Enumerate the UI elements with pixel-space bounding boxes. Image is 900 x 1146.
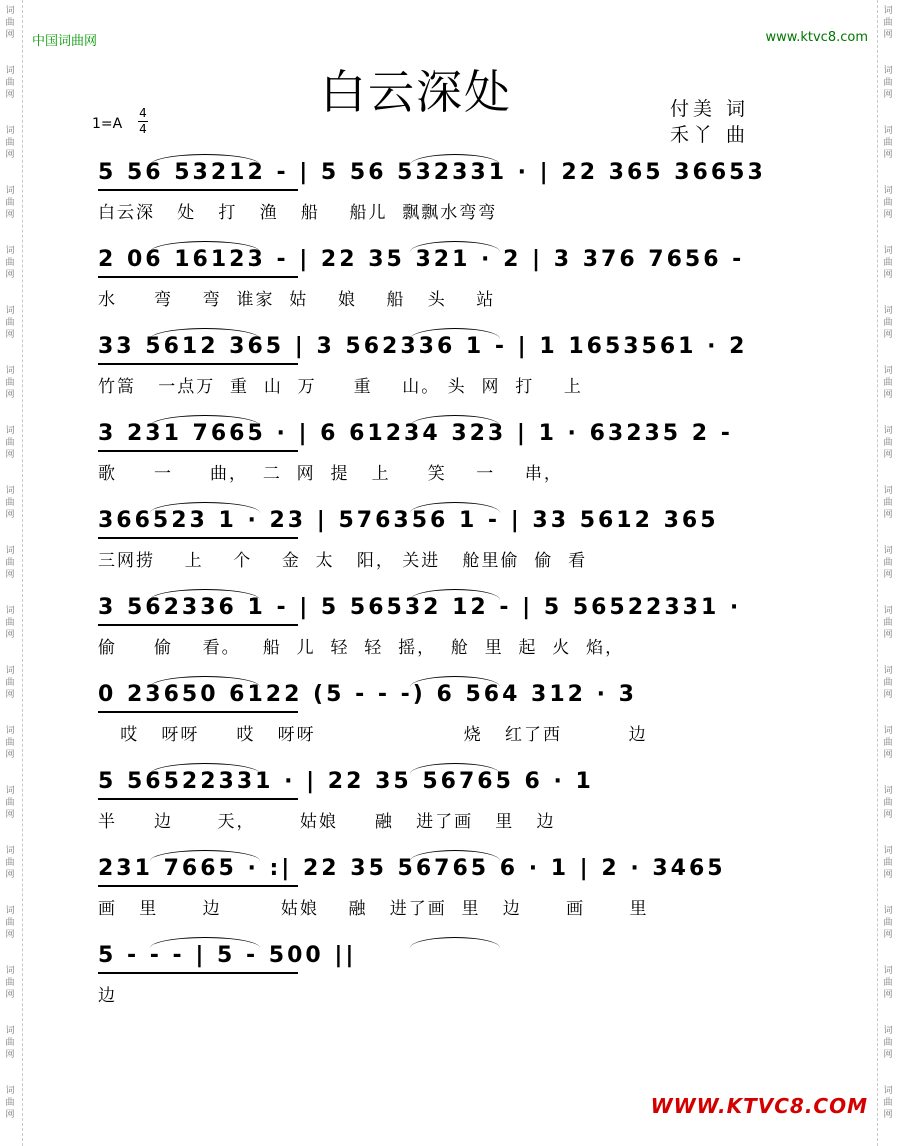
watermark-glyph: 词	[5, 6, 15, 16]
watermark-glyph: 网	[883, 690, 893, 700]
slur-mark	[150, 241, 260, 252]
watermark-glyph: 曲	[5, 258, 15, 268]
watermark-glyph: 词	[883, 1026, 893, 1036]
beam-underline	[98, 450, 298, 452]
beam-underline	[98, 189, 298, 191]
beam-underline	[98, 276, 298, 278]
watermark-glyph: 词	[5, 66, 15, 76]
watermark-glyph: 网	[5, 210, 15, 220]
watermark-glyph: 曲	[883, 258, 893, 268]
watermark-glyph: 网	[883, 570, 893, 580]
watermark-glyph: 网	[5, 30, 15, 40]
watermark-glyph: 曲	[883, 438, 893, 448]
watermark-glyph: 曲	[5, 18, 15, 28]
beam-underline	[98, 537, 298, 539]
watermark-glyph: 曲	[5, 138, 15, 148]
watermark-glyph: 词	[883, 846, 893, 856]
lyric-line: 竹篙 一点万 重 山 万 重 山。 头 网 打 上	[98, 377, 583, 397]
watermark-glyph: 曲	[883, 318, 893, 328]
watermark-glyph: 曲	[883, 558, 893, 568]
slur-mark	[410, 850, 500, 861]
lyric-line: 水 弯 弯 谁家 姑 娘 船 头 站	[98, 290, 496, 310]
watermark-glyph: 词	[883, 6, 893, 16]
notation-line: 5 56522331 · | 22 35 56765 6 · 1	[98, 769, 594, 794]
watermark-glyph: 曲	[5, 858, 15, 868]
watermark-glyph: 曲	[883, 798, 893, 808]
watermark-glyph: 网	[5, 150, 15, 160]
watermark-glyph: 网	[883, 630, 893, 640]
watermark-glyph: 词	[5, 966, 15, 976]
watermark-glyph: 曲	[5, 738, 15, 748]
beam-underline	[98, 972, 298, 974]
watermark-glyph: 网	[883, 150, 893, 160]
slur-mark	[410, 328, 500, 339]
time-signature	[138, 106, 148, 137]
notation-line: 366523 1 · 23 | 576356 1 - | 33 5612 365	[98, 508, 719, 533]
watermark-glyph: 网	[5, 750, 15, 760]
notation-line: 3 562336 1 - | 5 56532 12 - | 5 56522331 ·	[98, 595, 742, 620]
watermark-glyph: 词	[5, 726, 15, 736]
watermark-glyph: 网	[5, 1050, 15, 1060]
watermark-glyph: 曲	[5, 798, 15, 808]
watermark-glyph: 词	[5, 666, 15, 676]
watermark-glyph: 网	[5, 450, 15, 460]
lyric-line: 白云深 处 打 渔 船 船儿 飘飘水弯弯	[98, 203, 498, 223]
lyric-line: 歌 一 曲， 二 网 提 上 笑 一 串，	[98, 464, 563, 484]
watermark-glyph: 词	[883, 306, 893, 316]
watermark-glyph: 网	[883, 30, 893, 40]
watermark-glyph: 网	[883, 1050, 893, 1060]
watermark-glyph: 词	[883, 966, 893, 976]
slur-mark	[150, 850, 260, 861]
watermark-glyph: 网	[883, 750, 893, 760]
watermark-glyph: 网	[883, 510, 893, 520]
watermark-glyph: 网	[883, 870, 893, 880]
slur-mark	[410, 502, 500, 513]
watermark-glyph: 曲	[883, 498, 893, 508]
watermark-glyph: 词	[5, 606, 15, 616]
watermark-glyph: 网	[883, 930, 893, 940]
watermark-glyph: 词	[883, 606, 893, 616]
watermark-glyph: 词	[5, 1086, 15, 1096]
watermark-glyph: 曲	[5, 918, 15, 928]
watermark-glyph: 网	[5, 870, 15, 880]
brand-watermark: WWW.KTVC8.COM	[650, 1094, 868, 1118]
watermark-glyph: 词	[883, 126, 893, 136]
time-signature-bottom: 4	[139, 122, 147, 136]
watermark-glyph: 曲	[883, 1038, 893, 1048]
watermark-glyph: 曲	[883, 378, 893, 388]
watermark-glyph: 曲	[883, 138, 893, 148]
watermark-glyph: 词	[5, 786, 15, 796]
right-margin-watermark	[877, 0, 900, 1146]
watermark-glyph: 曲	[883, 618, 893, 628]
watermark-glyph: 网	[883, 390, 893, 400]
watermark-glyph: 词	[883, 666, 893, 676]
watermark-glyph: 词	[883, 786, 893, 796]
beam-underline	[98, 885, 298, 887]
watermark-glyph: 网	[883, 330, 893, 340]
notation-line: 0 23650 6122 (5 - - -) 6 564 312 · 3	[98, 682, 637, 707]
watermark-glyph: 曲	[5, 1038, 15, 1048]
watermark-glyph: 曲	[883, 858, 893, 868]
slur-mark	[410, 415, 500, 426]
watermark-glyph: 词	[883, 1086, 893, 1096]
slur-mark	[150, 589, 260, 600]
watermark-glyph: 曲	[5, 438, 15, 448]
notation-line: 231 7665 · :| 22 35 56765 6 · 1 | 2 · 3465	[98, 856, 726, 881]
watermark-glyph: 词	[883, 186, 893, 196]
watermark-glyph: 词	[5, 186, 15, 196]
watermark-glyph: 曲	[883, 978, 893, 988]
watermark-glyph: 词	[5, 1026, 15, 1036]
watermark-glyph: 网	[883, 1110, 893, 1120]
watermark-glyph: 词	[5, 846, 15, 856]
watermark-glyph: 网	[5, 630, 15, 640]
watermark-glyph: 词	[5, 426, 15, 436]
lyric-line: 三网捞 上 个 金 太 阳， 关进 舱里偷 偷 看	[98, 551, 588, 571]
watermark-glyph: 词	[883, 486, 893, 496]
watermark-glyph: 词	[5, 366, 15, 376]
watermark-glyph: 网	[5, 90, 15, 100]
site-url[interactable]: www.ktvc8.com	[765, 30, 868, 45]
key-signature: 1=A	[92, 116, 123, 132]
watermark-glyph: 网	[5, 1110, 15, 1120]
watermark-glyph: 词	[883, 366, 893, 376]
watermark-glyph: 网	[883, 450, 893, 460]
time-signature-top: 4	[139, 106, 147, 120]
watermark-glyph: 词	[5, 486, 15, 496]
watermark-glyph: 词	[883, 66, 893, 76]
watermark-glyph: 网	[883, 90, 893, 100]
slur-mark	[410, 154, 500, 165]
watermark-glyph: 词	[883, 426, 893, 436]
watermark-glyph: 网	[5, 270, 15, 280]
watermark-glyph: 曲	[883, 918, 893, 928]
watermark-glyph: 网	[5, 810, 15, 820]
slur-mark	[410, 241, 500, 252]
watermark-glyph: 网	[883, 990, 893, 1000]
watermark-glyph: 曲	[5, 678, 15, 688]
beam-underline	[98, 711, 298, 713]
beam-underline	[98, 363, 298, 365]
watermark-glyph: 网	[5, 570, 15, 580]
watermark-glyph: 曲	[5, 318, 15, 328]
lyric-line: 偷 偷 看。 船 儿 轻 轻 摇， 舱 里 起 火 焰，	[98, 638, 625, 658]
watermark-glyph: 词	[5, 306, 15, 316]
watermark-glyph: 曲	[5, 378, 15, 388]
lyric-line: 哎 呀呀 哎 呀呀 烧 红了西 边	[98, 725, 648, 745]
watermark-glyph: 曲	[883, 198, 893, 208]
beam-underline	[98, 798, 298, 800]
slur-mark	[150, 676, 260, 687]
notation-line: 5 - - - | 5 - 500 ||	[98, 943, 357, 968]
watermark-glyph: 词	[5, 906, 15, 916]
slur-mark	[150, 328, 260, 339]
watermark-glyph: 曲	[883, 18, 893, 28]
watermark-glyph: 词	[883, 726, 893, 736]
slur-mark	[150, 415, 260, 426]
notation-line: 33 5612 365 | 3 562336 1 - | 1 1653561 · 2	[98, 334, 748, 359]
watermark-glyph: 曲	[883, 1098, 893, 1108]
watermark-glyph: 曲	[5, 618, 15, 628]
watermark-glyph: 曲	[5, 558, 15, 568]
beam-underline	[98, 624, 298, 626]
watermark-glyph: 曲	[5, 1098, 15, 1108]
watermark-glyph: 词	[5, 246, 15, 256]
watermark-glyph: 网	[883, 270, 893, 280]
watermark-glyph: 曲	[883, 738, 893, 748]
watermark-glyph: 网	[5, 990, 15, 1000]
watermark-glyph: 网	[5, 330, 15, 340]
lyric-line: 边	[98, 986, 117, 1006]
site-name[interactable]: 中国词曲网	[32, 34, 98, 49]
slur-mark	[150, 154, 260, 165]
slur-mark	[410, 937, 500, 948]
slur-mark	[150, 937, 260, 948]
lyric-line: 画 里 边 姑娘 融 进了画 里 边 画 里	[98, 899, 649, 919]
watermark-glyph: 词	[883, 546, 893, 556]
notation-line: 2 06 16123 - | 22 35 321 · 2 | 3 376 7656 -	[98, 247, 745, 272]
watermark-glyph: 词	[5, 546, 15, 556]
watermark-glyph: 网	[5, 390, 15, 400]
watermark-glyph: 曲	[883, 78, 893, 88]
watermark-glyph: 网	[5, 690, 15, 700]
left-margin-watermark	[0, 0, 23, 1146]
slur-mark	[150, 502, 260, 513]
watermark-glyph: 网	[883, 810, 893, 820]
composer-credit: 禾丫 曲	[670, 124, 750, 146]
watermark-glyph: 曲	[5, 498, 15, 508]
watermark-glyph: 网	[883, 210, 893, 220]
slur-mark	[410, 763, 500, 774]
lyric-line: 半 边 天， 姑娘 融 进了画 里 边	[98, 812, 556, 832]
slur-mark	[150, 763, 260, 774]
watermark-glyph: 网	[5, 930, 15, 940]
watermark-glyph: 曲	[883, 678, 893, 688]
slur-mark	[410, 589, 500, 600]
watermark-glyph: 曲	[5, 978, 15, 988]
watermark-glyph: 词	[883, 906, 893, 916]
song-title: 白云深处	[320, 65, 512, 119]
notation-line: 5 56 53212 - | 5 56 532331 · | 22 365 36653	[98, 160, 766, 185]
lyricist-credit: 付美 词	[670, 98, 750, 120]
slur-mark	[410, 676, 500, 687]
watermark-glyph: 词	[883, 246, 893, 256]
watermark-glyph: 曲	[5, 78, 15, 88]
watermark-glyph: 曲	[5, 198, 15, 208]
watermark-glyph: 词	[5, 126, 15, 136]
watermark-glyph: 网	[5, 510, 15, 520]
notation-line: 3 231 7665 · | 6 61234 323 | 1 · 63235 2 -	[98, 421, 733, 446]
